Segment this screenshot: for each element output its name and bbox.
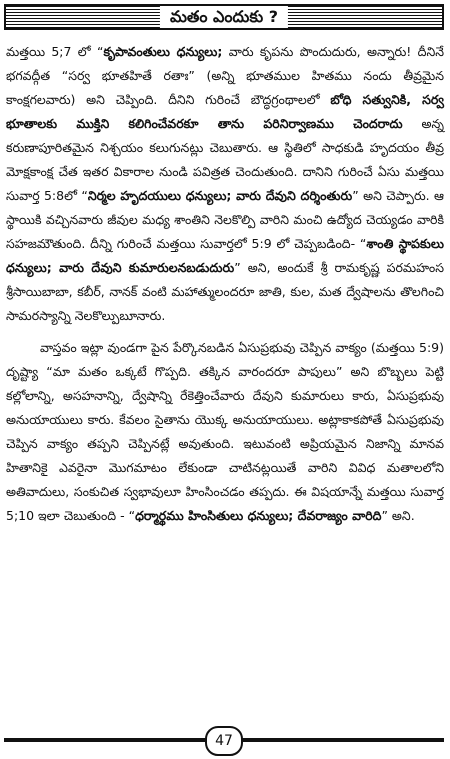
page-footer bbox=[4, 726, 444, 754]
text-run: మత్తయి 5;7 లో “ bbox=[6, 44, 104, 59]
running-header bbox=[4, 4, 444, 30]
paragraph bbox=[6, 336, 444, 528]
body-text bbox=[6, 40, 444, 700]
paragraph bbox=[6, 40, 444, 328]
bold-quote: కృపావంతులు ధన్యులు; bbox=[103, 44, 223, 59]
bold-quote: శాంతి స్థాపకులు ధన్యులు; వారు దేవుని కుమారులనబడుదురు bbox=[6, 236, 445, 275]
bold-quote: నిర్మల హృదయులు ధన్యులు; వారు దేవుని దర్శింతురు bbox=[87, 188, 353, 203]
bold-quote: ధర్మార్థము హింసితులు ధన్యులు; దేవరాజ్యం వారిది bbox=[135, 508, 382, 523]
text-run: అన్న కరుణాపూరితమైన నిశ్చయం కలుగునట్లు చెబుతారు. ఆ స్థితిలో సాధకుడి హృదయం తీవ్ర మోక్షకాంక్ష చేత ఇతర వికారాల నుండి పవిత్రత చెందుతుంది. దానిని గురించే ఏసు మత్తయి సువార్త 5:8లో “ bbox=[6, 116, 444, 203]
text-run: ” అని చెప్పారు. ఆ స్థాయికి వచ్చినవారు జీవుల మధ్య శాంతిని నెలకొల్పి వారిని మంచి ఉద్యోద చెయ్యడం వారికి సహజమౌతుంది. దీన్ని గురించే మత్తయి సువార్తలో 5:9 లో చెప్పబడింది- “ bbox=[6, 188, 444, 251]
text-run: ” అని, అందుకే శ్రీ రామకృష్ణ పరమహంస శ్రీసాయిబాబా, కబీర్, నానక్ వంటి మహాత్ములందరూ జాతి, కుల, మత ద్వేషాలను తొలగించి సామరస్యాన్ని నెలకొల్పుబూనారు. bbox=[6, 260, 444, 323]
text-run: వాస్తవం ఇట్లా వుండగా పైన పేర్కొనబడిన ఏసుప్రభువు చెప్పిన వాక్యం (మత్తయి 5:9) దృష్ట్యా “మా మతం ఒక్కటే గొప్పది. తక్కిన వారందరూ పాపులు” అని బొబ్బలు పెట్టి కల్లోలాన్ని, అసహనాన్ని, ద్వేషాన్ని రేకెత్తించేవారు దేవుని కుమారులు కారు, ఏసుప్రభువు అనుయాయులు కారు. కేవలం సైతాను యొక్క అనుయాయులు. అట్లాకాకపోతే ఏసుప్రభువు చెప్పిన వాక్యం తప్పని చెప్పినట్లే అవుతుంది. ఇటువంటి అప్రియమైన నిజాన్ని మానవ హితానికై ఎవరైనా మొగమాటం లేకుండా చాటినట్లయితే వారిని వివిధ మతాలలోని అతివాదులు, సంకుచిత స్వభావులూ హింసించడం తప్పదు. ఈ విషయాన్నే మత్తయి సువార్త 5;10 ఇలా చెబుతుంది - “ bbox=[6, 340, 444, 523]
text-run: వారు కృపను పొందుదురు, అన్నారు! దీనినే భగవద్గీత “సర్వ భూతహితే రతాః” (అన్ని భూతముల హితము నందు తీవ్రమైన కాంక్షగలవారు) అని చెప్పింది. దీనిని గురించే బౌద్ధగ్రంథాలలో bbox=[6, 44, 444, 107]
header-title: మతం ఎందుకు ? bbox=[160, 6, 288, 28]
bold-quote: బోధి సత్వునికి, సర్వ భూతాలకు ముక్తిని కలిగించేవరకూ తాను పరినిర్వాణము చెందరాదు bbox=[6, 92, 444, 131]
text-run: ” అని. bbox=[381, 508, 415, 523]
page-number: 47 bbox=[205, 726, 243, 756]
